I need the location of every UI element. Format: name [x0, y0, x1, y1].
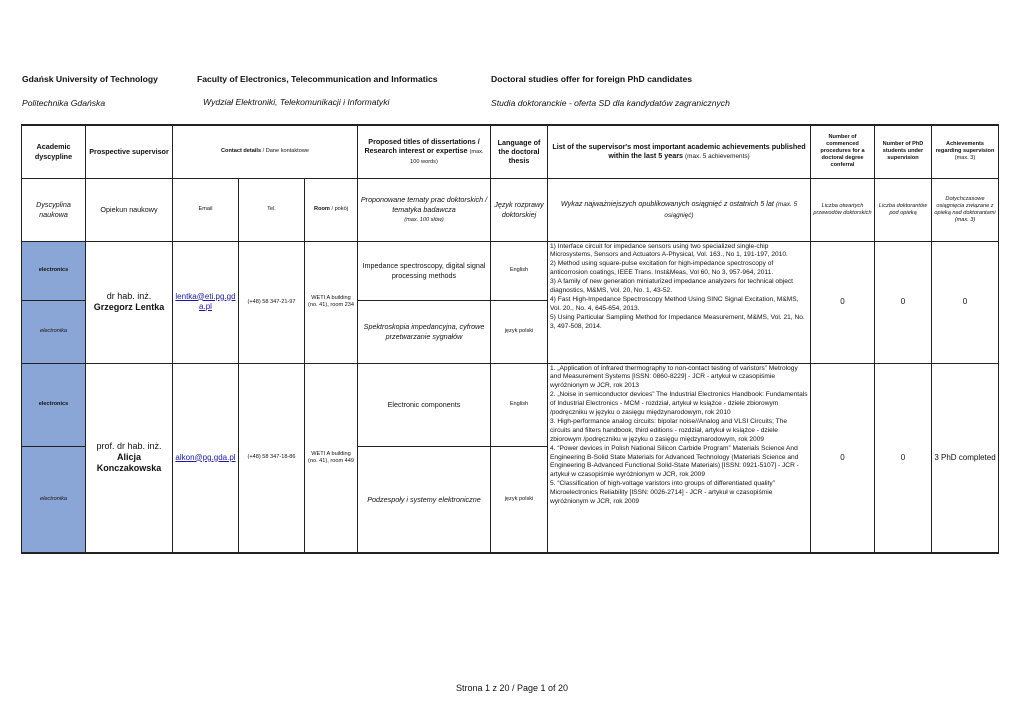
col-procedures-pl: Liczba otwartych przewodów doktorskich [811, 178, 875, 241]
col-procedures-en: Number of commenced procedures for a doctoral degree conferral [811, 125, 875, 178]
col-titles-en [358, 125, 491, 178]
col-achievements-en [548, 125, 811, 178]
supervisor-cell [86, 363, 173, 553]
room-label: Room [314, 206, 330, 212]
title-pl: Spektroskopia impedancyjna, cyfrowe przetwarzanie sygnałów [358, 300, 491, 363]
col-tel-pl: Tel. [239, 178, 305, 241]
supervisor-offer-table [21, 124, 999, 554]
language-pl: język polski [491, 300, 548, 363]
col-discipline-en: Academic dyscypline [22, 125, 86, 178]
table-row [22, 241, 999, 300]
header-row-pl [22, 178, 999, 241]
supervisor-title: dr hab. inż. [106, 291, 152, 301]
supervision-note-en: (max. 3) [954, 155, 976, 162]
achievements-list: 1. „Application of infrared thermography to non-contact testing of varistors” Metrology and Measurement Systems [ISSN: 0860-8229] - JCR - artykuł w czasopiśmie wyróżnionym w JCR, rok 2013 2. „Noise in semiconductor devices” The Industrial Electronics Handbook: Fundamentals of Industrial Electronics - MCM - rozdział, artykuł w książce - dziele zbiorowym /podręczniku w języku o zasięgu międzynarodowym, rok 2010 3. High-performance analog circuits: bipolar noise//Analog and VLSI Circuits; The circuits and filters handbook, third editions - rozdział, artykuł w książce - dziele zbiorowym /podręczniku w języku o zasięgu międzynarodowym, rok 2009 4. “Power devices in Polish National Silicon Carbide Program” Materials Science And Engineering B-Solid State Materials for Advanced Technology (Materials Science and Engineering B-Advanced Functional Solid-State Materials) [ISSN: 0921-5107] - JCR - artykuł w czasopiśmie wyróżnionym w JCR, rok 2009 5. “Classification of high-voltage varistors into groups of differentiated quality” Microelectronics Reliability [ISSN: 0026-2714] - JCR - artykuł w czasopiśmie wyróżnionym w JCR, rok 2009 [548, 363, 811, 553]
col-supervision-pl: Dotychczasowe osiągnięcia związane z opieką nad doktorantami (max. 3) [932, 178, 999, 241]
university-name-pl: Politechnika Gdańska [22, 98, 106, 108]
faculty-pl [203, 97, 389, 107]
title-en: Impedance spectroscopy, digital signal processing methods [358, 241, 491, 300]
contact-label-en: Contact details [221, 148, 262, 155]
room-label-pl: / pokój [329, 206, 348, 212]
contact-label-pl: / Dane kontaktowe [261, 148, 309, 155]
room-cell: WETI A building (no. 41), room 449 [305, 363, 358, 553]
offer-title-pl: Studia doktoranckie - oferta SD dla kandydatów zagranicznych [491, 98, 730, 108]
discipline-en: electronics [22, 241, 86, 300]
col-students-pl: Liczba doktorantów pod opieką [875, 178, 932, 241]
language-en: English [491, 241, 548, 300]
students-count: 0 [875, 241, 932, 363]
title-en: Electronic components [358, 363, 491, 446]
faculty-en [197, 74, 438, 84]
col-achievements-pl [548, 178, 811, 241]
supervision-achievements: 3 PhD completed [932, 363, 999, 553]
university-name-en: Gdańsk University of Technology [22, 74, 158, 84]
supervision-achievements: 0 [932, 241, 999, 363]
titles-label-en: Proposed titles of dissertations / Research interest or expertise [364, 137, 480, 156]
language-en: English [491, 363, 548, 446]
table-row [22, 363, 999, 446]
col-titles-pl [358, 178, 491, 241]
tel-cell: (+48) 58 347-21-97 [239, 241, 305, 363]
col-contact-en [173, 125, 358, 178]
col-supervisor-pl: Opiekun naukowy [86, 178, 173, 241]
col-email-pl: Email [173, 178, 239, 241]
col-supervisor-en: Prospective supervisor [86, 125, 173, 178]
header-row-en [22, 125, 999, 178]
col-language-en: Language of the doctoral thesis [491, 125, 548, 178]
col-language-pl: Język rozprawy doktorskiej [491, 178, 548, 241]
discipline-pl: electronika [22, 446, 86, 553]
faculty-label-pl: Wydział [203, 97, 234, 107]
language-pl: język polski [491, 446, 548, 553]
faculty-label-en: Faculty of [197, 74, 238, 84]
email-link[interactable]: alkon@pg.gda.pl [175, 452, 236, 462]
email-cell [173, 241, 239, 363]
supervisor-cell [86, 241, 173, 363]
titles-note-pl: (max. 100 słów) [404, 216, 444, 223]
procedures-count: 0 [811, 241, 875, 363]
titles-note-en: (max. 100 words) [410, 149, 484, 166]
faculty-name-en: Electronics, Telecommunication and Informatics [239, 74, 438, 84]
achievements-label-pl: Wykaz najważniejszych opublikowanych osiągnięć z ostatnich 5 lat [560, 199, 774, 209]
supervision-label-en: Achievements regarding supervision [935, 141, 995, 155]
col-students-en: Number of PhD students under supervision [875, 125, 932, 178]
email-cell [173, 363, 239, 553]
col-supervision-en [932, 125, 999, 178]
email-link[interactable]: lentka@eti.pg.gda.pl [175, 291, 236, 311]
room-cell: WETI A building (no. 41), room 234 [305, 241, 358, 363]
supervisor-title: prof. dr hab. inż. [96, 441, 162, 452]
discipline-pl: electronika [22, 300, 86, 363]
discipline-en: electronics [22, 363, 86, 446]
achievements-label-en: List of the supervisor's most important academic achievements published within the last 5 years [552, 141, 806, 161]
supervisor-name: Alicja Konczakowska [96, 452, 162, 474]
tel-cell: (+48) 58 347-18-86 [239, 363, 305, 553]
procedures-count: 0 [811, 363, 875, 553]
col-room-pl [305, 178, 358, 241]
title-pl: Podzespoły i systemy elektroniczne [358, 446, 491, 553]
students-count: 0 [875, 363, 932, 553]
offer-title-en: Doctoral studies offer for foreign PhD candidates [491, 74, 693, 84]
achievements-list: 1) Interface circuit for impedance sensors using two specialized single-chip Microsystems, Sensors and Actuators A-Physical, Vol. 163., No 1, 191-197, 2010. 2) Method using square-pulse excitation for high-impedance spectroscopy of anticorrosion coatings, IEEE Trans. Inst&Meas, Vol 60, No 3, 957-964, 2011. 3) A family of new generation miniaturized impedance analyzers for technical object diagnostics, M&MS, Vol. 20, No. 1, 43-52. 4) Fast High-Impedance Spectroscopy Method Using SINC Signal Excitation, M&MS, Vol. 20., No. 4, 645-654, 2013. 5) Using Particular Sampling Method for Impedance Measurement, M&MS, Vol. 21, No. 3, 497-508, 2014. [548, 241, 811, 363]
page-footer: Strona 1 z 20 / Page 1 of 20 [455, 683, 569, 693]
achievements-note-pl: (max. 5 osiągnięć) [664, 201, 798, 219]
titles-label-pl: Proponowane tematy prac doktorskich / tematyka badawcza [360, 195, 488, 214]
achievements-note-en: (max. 5 achievements) [685, 153, 750, 161]
faculty-name-pl: Elektroniki, Telekomunikacji i Informatyki [235, 97, 390, 107]
col-discipline-pl: Dyscyplina naukowa [22, 178, 86, 241]
supervisor-name: Grzegorz Lentka [93, 302, 165, 312]
